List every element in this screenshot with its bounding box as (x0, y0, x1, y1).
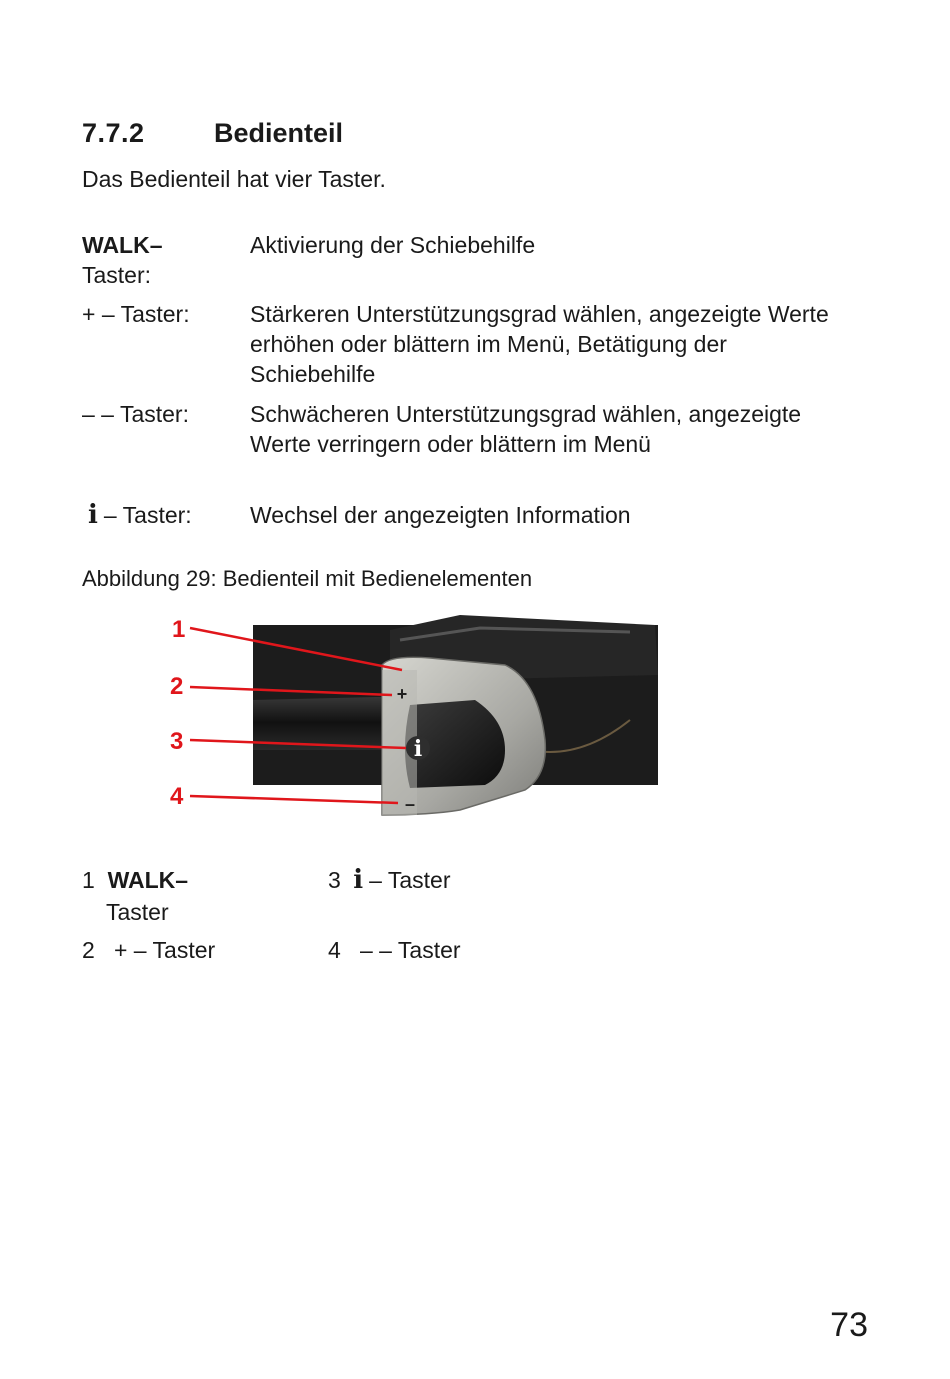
desc-walk: Aktivierung der Schiebehilfe (250, 232, 536, 258)
callout-line-4 (190, 796, 398, 803)
term-info-label: – Taster: (103, 502, 192, 528)
term-minus: – – Taster: (82, 401, 189, 427)
control-unit-figure (160, 610, 665, 840)
callout-1: 1 (172, 616, 186, 643)
page-number: 73 (830, 1306, 868, 1344)
intro-text: Das Bedienteil hat vier Taster. (82, 166, 386, 192)
legend-label-4: – – Taster (359, 937, 461, 963)
legend-label-1-line1: WALK– (107, 867, 189, 893)
button-info: i (413, 736, 423, 762)
desc-minus: Schwächeren Unterstützungsgrad wählen, angezeigte Werte verringern oder blättern im Menü (250, 401, 802, 457)
callout-4: 4 (170, 783, 184, 810)
callout-3: 3 (170, 728, 184, 755)
info-icon: i (88, 500, 98, 530)
figure-caption-text: Bedienteil mit Bedienelementen (222, 566, 533, 591)
button-plus: + (396, 684, 408, 704)
legend-item-4 (328, 934, 461, 966)
button-minus: – (404, 794, 416, 814)
desc-plus: Stärkeren Unterstützungsgrad wählen, angezeigte Werte erhöhen oder blättern im Menü, Betätigung der Schiebehilfe (250, 301, 829, 387)
legend-item-3 (328, 864, 450, 896)
term-info (82, 500, 192, 530)
legend-label-2: + – Taster (113, 937, 216, 963)
figure-label: Abbildung 29: (82, 566, 217, 591)
legend-label-1-line2: Taster (106, 899, 169, 925)
figure-caption (82, 566, 532, 592)
term-walk-line1: WALK– (82, 232, 163, 258)
legend-label-3: – Taster (369, 867, 451, 893)
legend-item-2 (82, 934, 215, 966)
term-walk-line2: Taster: (82, 262, 152, 288)
callout-2: 2 (170, 673, 184, 700)
desc-info: Wechsel der angezeigten Information (250, 502, 631, 528)
legend-num-3: 3 (328, 867, 341, 893)
section-title: Bedienteil (214, 118, 344, 148)
term-plus: + – Taster: (82, 301, 190, 327)
legend-num-4: 4 (328, 937, 341, 963)
section-number: 7.7.2 (82, 118, 145, 148)
legend-item-1 (82, 864, 188, 896)
legend-num-2: 2 (82, 937, 95, 963)
legend-num-1: 1 (82, 867, 95, 893)
legend-info-icon: i (353, 865, 364, 895)
